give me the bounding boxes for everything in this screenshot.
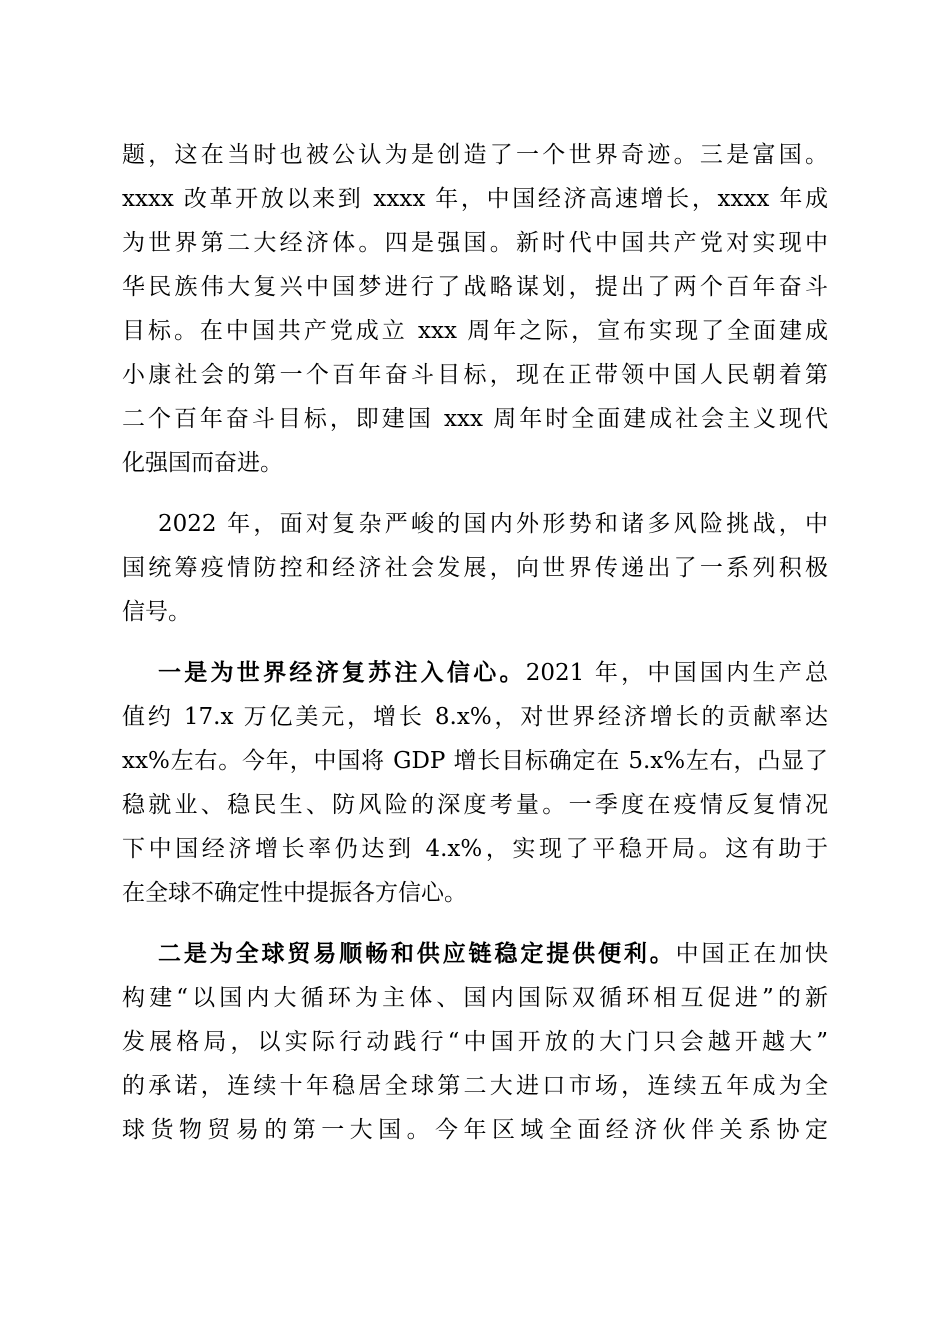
text-line: 小康社会的第一个百年奋斗目标，现在正带领中国人民朝着第 — [122, 362, 828, 388]
text-line: xx%左右。今年，中国将 GDP 增长目标确定在 5.x%左右，凸显了 — [122, 748, 828, 774]
text-line: 化强国而奋进。 — [122, 450, 283, 476]
paragraph-economic-confidence — [122, 651, 828, 915]
text-line: 为世界第二大经济体。四是强国。新时代中国共产党对实现中 — [122, 230, 828, 256]
text-line: 2022 年，面对复杂严峻的国内外形势和诸多风险挑战，中 — [158, 511, 828, 537]
text-line: xxxx 改革开放以来到 xxxx 年，中国经济高速增长，xxxx 年成 — [122, 186, 828, 212]
text-line-rest: 中国正在加快 — [675, 941, 828, 967]
text-line: 值约 17.x 万亿美元，增长 8.x%，对世界经济增长的贡献率达 — [122, 704, 828, 730]
paragraph-heading: 二是为全球贸易顺畅和供应链稳定提供便利。 — [158, 940, 676, 967]
text-line-rest: 2021 年，中国国内生产总 — [525, 660, 828, 686]
text-line: 题，这在当时也被公认为是创造了一个世界奇迹。三是富国。 — [122, 142, 828, 168]
text-line: 球货物贸易的第一大国。今年区域全面经济伙伴关系协定 — [122, 1117, 828, 1143]
text-line: 构建“以国内大循环为主体、国内国际双循环相互促进”的新 — [122, 985, 828, 1011]
paragraph-2022-signals — [122, 502, 828, 634]
text-line — [122, 932, 828, 976]
text-line: 目标。在中国共产党成立 xxx 周年之际，宣布实现了全面建成 — [122, 318, 828, 344]
paragraph-continuation — [122, 133, 828, 485]
paragraph-trade-supply-chain — [122, 932, 828, 1152]
text-line: 信号。 — [122, 599, 191, 625]
text-line: 华民族伟大复兴中国梦进行了战略谋划，提出了两个百年奋斗 — [122, 274, 828, 300]
text-line: 发展格局，以实际行动践行“中国开放的大门只会越开越大” — [122, 1029, 828, 1055]
text-line — [122, 651, 828, 695]
text-line: 国统筹疫情防控和经济社会发展，向世界传递出了一系列积极 — [122, 555, 828, 581]
paragraph-heading: 一是为世界经济复苏注入信心。 — [158, 659, 526, 686]
text-line: 在全球不确定性中提振各方信心。 — [122, 880, 467, 906]
paragraph-gap — [122, 915, 828, 932]
text-line: 二个百年奋斗目标，即建国 xxx 周年时全面建成社会主义现代 — [122, 406, 828, 432]
paragraph-gap — [122, 634, 828, 651]
document-body — [122, 133, 828, 1152]
text-line: 下中国经济增长率仍达到 4.x%，实现了平稳开局。这有助于 — [122, 836, 828, 862]
paragraph-gap — [122, 485, 828, 502]
text-line: 的承诺，连续十年稳居全球第二大进口市场，连续五年成为全 — [122, 1073, 828, 1099]
text-line: 稳就业、稳民生、防风险的深度考量。一季度在疫情反复情况 — [122, 792, 828, 818]
